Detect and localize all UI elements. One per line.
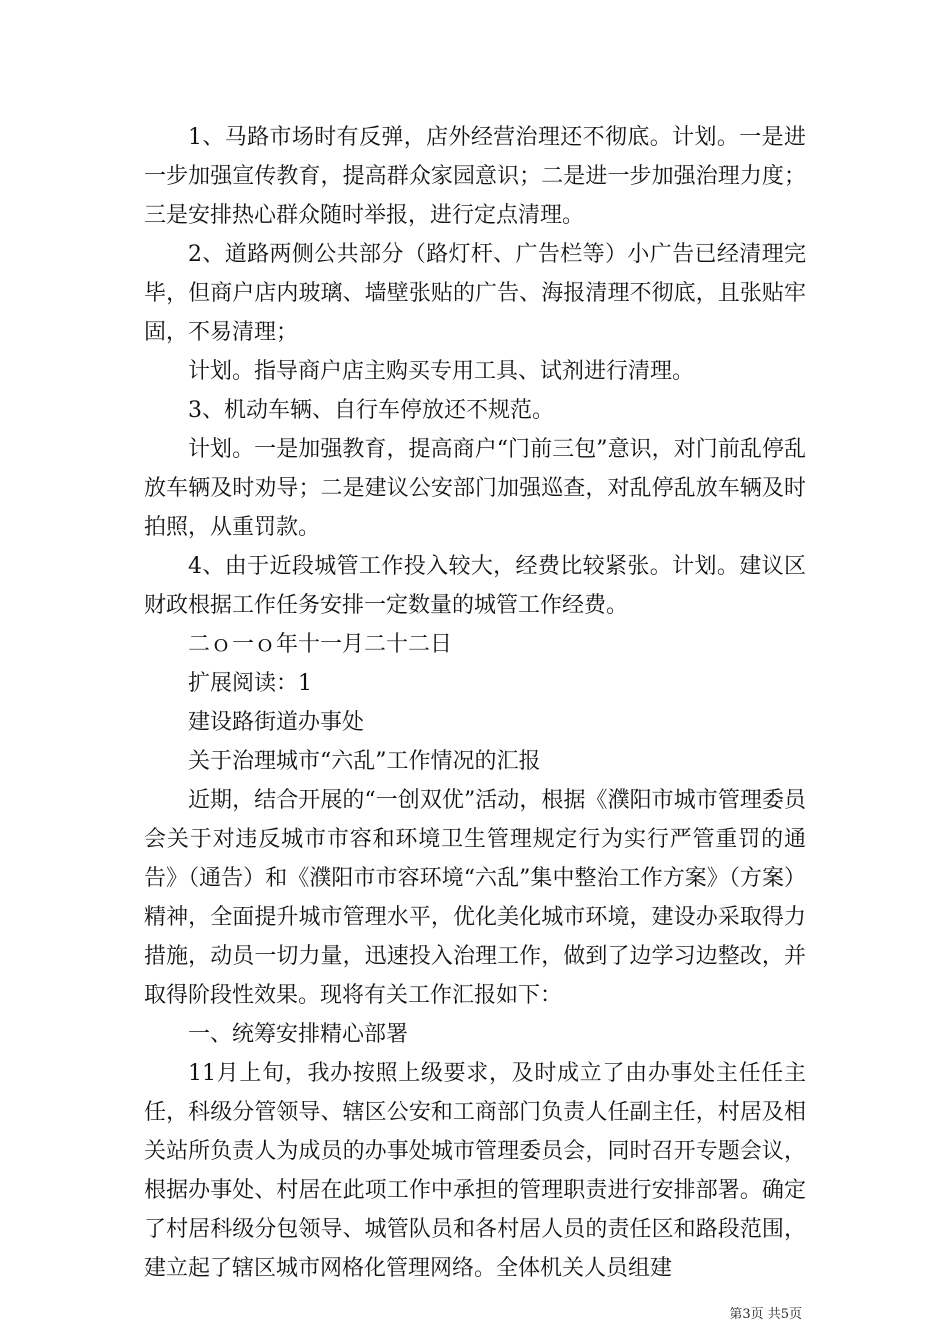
paragraph-office-name: 建设路街道办事处: [188, 710, 365, 735]
paragraph-issue-1: 1、马路市场时有反弹，店外经营治理还不彻底。计划。一是进一步加强宣传教育，提高群众家园意识；二是进一步加强治理力度；三是安排热心群众随时举报，进行定点清理。: [144, 125, 806, 228]
paragraph-report-title: 关于治理城市“六乱”工作情况的汇报: [188, 749, 541, 774]
paragraph-section-heading: 一、统筹安排精心部署: [188, 1022, 409, 1047]
document-body: [144, 118, 806, 1288]
paragraph-issue-3: 3、机动车辆、自行车停放还不规范。: [188, 398, 554, 423]
paragraph-date: 二ｏ一ｏ年十一月二十二日: [188, 632, 453, 657]
paragraph-plan-2: 计划。指导商户店主购买专用工具、试剂进行清理。: [188, 359, 695, 384]
page-number-footer: 第3页 共5页: [729, 1307, 802, 1322]
paragraph-issue-2: 2、道路两侧公共部分（路灯杆、广告栏等）小广告已经清理完毕，但商户店内玻璃、墙壁张贴的广告、海报清理不彻底，且张贴牢固，不易清理；: [144, 242, 806, 345]
paragraph-extended-reading: 扩展阅读：1: [188, 671, 312, 696]
paragraph-section-body: 11月上旬，我办按照上级要求，及时成立了由办事处主任任主任，科级分管领导、辖区公安和工商部门负责人任副主任，村居及相关站所负责人为成员的办事处城市管理委员会，同时召开专题会议，根据办事处、村居在此项工作中承担的管理职责进行安排部署。确定了村居科级分包领导、城管队员和各村居人员的责任区和路段范围，建立起了辖区城市网格化管理网络。全体机关人员组建: [144, 1061, 806, 1281]
paragraph-issue-4: 4、由于近段城管工作投入较大，经费比较紧张。计划。建议区财政根据工作任务安排一定数量的城管工作经费。: [144, 554, 806, 618]
paragraph-intro: 近期，结合开展的“一创双优”活动，根据《濮阳市城市管理委员会关于对违反城市市容和环境卫生管理规定行为实行严管重罚的通告》（通告）和《濮阳市市容环境“六乱”集中整治工作方案》（方案）精神，全面提升城市管理水平，优化美化城市环境，建设办采取得力措施，动员一切力量，迅速投入治理工作，做到了边学习边整改，并取得阶段性效果。现将有关工作汇报如下：: [144, 788, 806, 1008]
paragraph-plan-3: 计划。一是加强教育，提高商户“门前三包”意识，对门前乱停乱放车辆及时劝导；二是建议公安部门加强巡查，对乱停乱放车辆及时拍照，从重罚款。: [144, 437, 806, 540]
